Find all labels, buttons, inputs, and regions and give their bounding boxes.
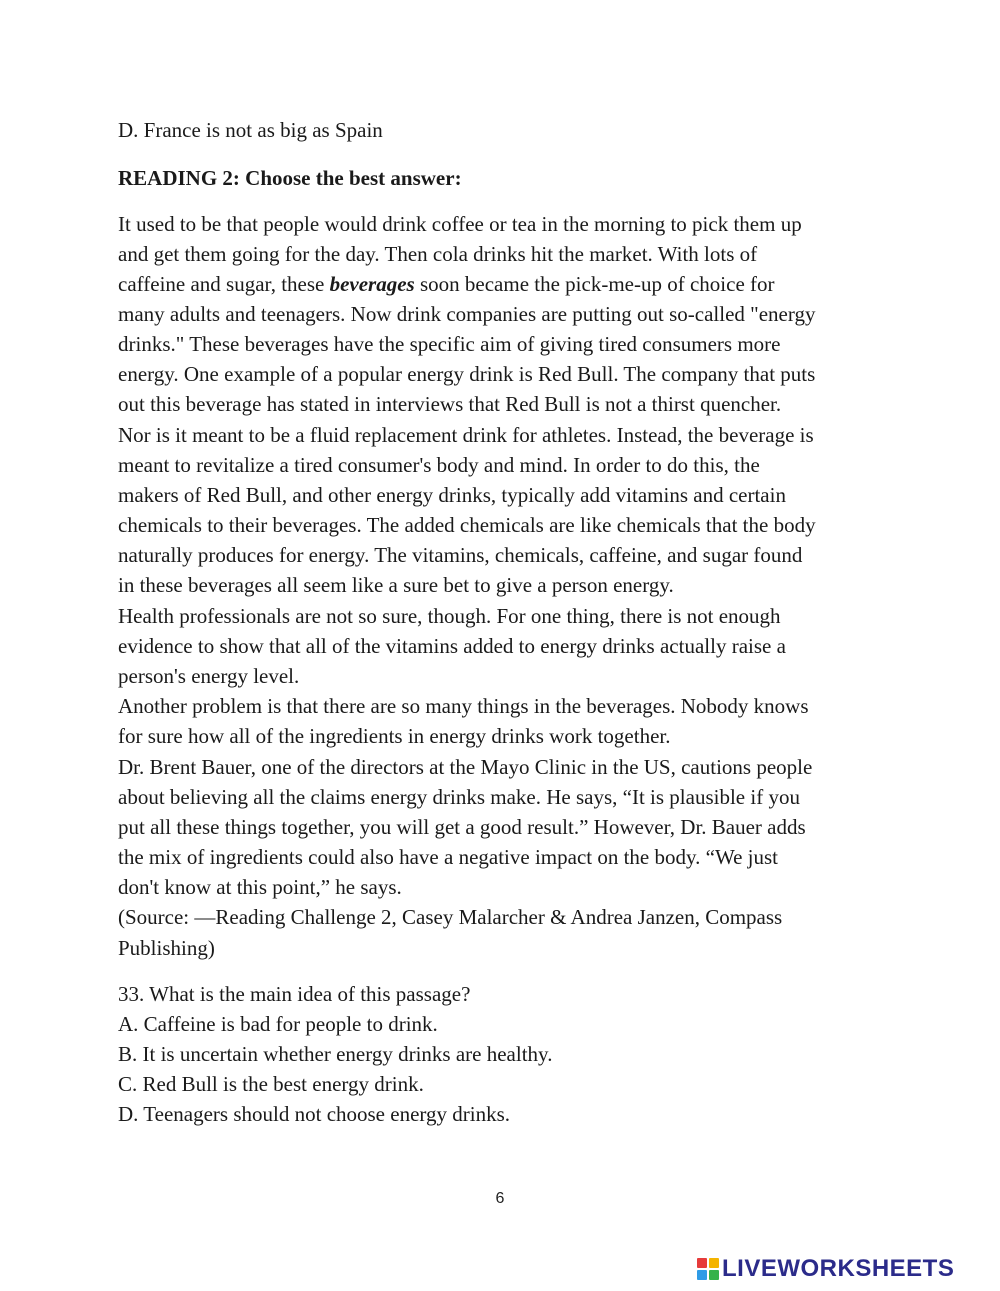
- passage-line: Nor is it meant to be a fluid replacement drink for athletes. Instead, the beverage is: [118, 423, 814, 447]
- passage-line: and get them going for the day. Then cola drinks hit the market. With lots of: [118, 242, 758, 266]
- passage-line: Dr. Brent Bauer, one of the directors at the Mayo Clinic in the US, cautions people: [118, 755, 813, 779]
- passage-line: out this beverage has stated in interviews that Red Bull is not a thirst quencher.: [118, 392, 782, 416]
- passage-line: person's energy level.: [118, 664, 300, 688]
- passage-line: many adults and teenagers. Now drink companies are putting out so-called "energy: [118, 302, 816, 326]
- passage-line: Another problem is that there are so many things in the beverages. Nobody knows: [118, 694, 809, 718]
- passage-line: It used to be that people would drink coffee or tea in the morning to pick them up: [118, 212, 802, 236]
- passage-line: put all these things together, you will get a good result.” However, Dr. Bauer adds: [118, 815, 806, 839]
- passage-line: chemicals to their beverages. The added chemicals are like chemicals that the body: [118, 513, 816, 537]
- passage-line: energy. One example of a popular energy drink is Red Bull. The company that puts: [118, 362, 816, 386]
- question-prompt: 33. What is the main idea of this passage?: [118, 982, 471, 1006]
- source-citation: Publishing): [118, 936, 215, 960]
- passage-line: for sure how all of the ingredients in energy drinks work together.: [118, 724, 671, 748]
- answer-option-d[interactable]: D. Teenagers should not choose energy drinks.: [118, 1102, 511, 1126]
- answer-option-a[interactable]: A. Caffeine is bad for people to drink.: [118, 1012, 438, 1036]
- reading-heading: READING 2: Choose the best answer:: [118, 166, 462, 190]
- passage-line: naturally produces for energy. The vitamins, chemicals, caffeine, and sugar found: [118, 543, 803, 567]
- passage-line: in these beverages all seem like a sure bet to give a person energy.: [118, 573, 674, 597]
- liveworksheets-brand: [697, 1254, 954, 1284]
- passage-line: don't know at this point,” he says.: [118, 875, 402, 899]
- passage-line: drinks." These beverages have the specific aim of giving tired consumers more: [118, 332, 781, 356]
- passage-line: about believing all the claims energy drinks make. He says, “It is plausible if you: [118, 785, 800, 809]
- passage-line: evidence to show that all of the vitamins added to energy drinks actually raise a: [118, 634, 786, 658]
- brand-name: LIVEWORKSHEETS: [722, 1255, 955, 1282]
- passage-line: the mix of ingredients could also have a negative impact on the body. “We just: [118, 845, 779, 869]
- liveworksheets-logo-icon: [697, 1258, 719, 1280]
- passage-line: Health professionals are not so sure, though. For one thing, there is not enough: [118, 604, 781, 628]
- answer-option-b[interactable]: B. It is uncertain whether energy drinks are healthy.: [118, 1042, 553, 1066]
- passage-line: meant to revitalize a tired consumer's body and mind. In order to do this, the: [118, 453, 760, 477]
- answer-option-c[interactable]: C. Red Bull is the best energy drink.: [118, 1072, 424, 1096]
- page-number: 6: [495, 1190, 505, 1207]
- previous-question-option: D. France is not as big as Spain: [118, 118, 383, 142]
- source-citation: (Source: ―Reading Challenge 2, Casey Malarcher & Andrea Janzen, Compass: [118, 905, 783, 929]
- passage-line: makers of Red Bull, and other energy drinks, typically add vitamins and certain: [118, 483, 786, 507]
- keyword-beverages: beverages: [329, 272, 415, 296]
- passage-line: caffeine and sugar, these beverages soon became the pick-me-up of choice for: [118, 272, 775, 296]
